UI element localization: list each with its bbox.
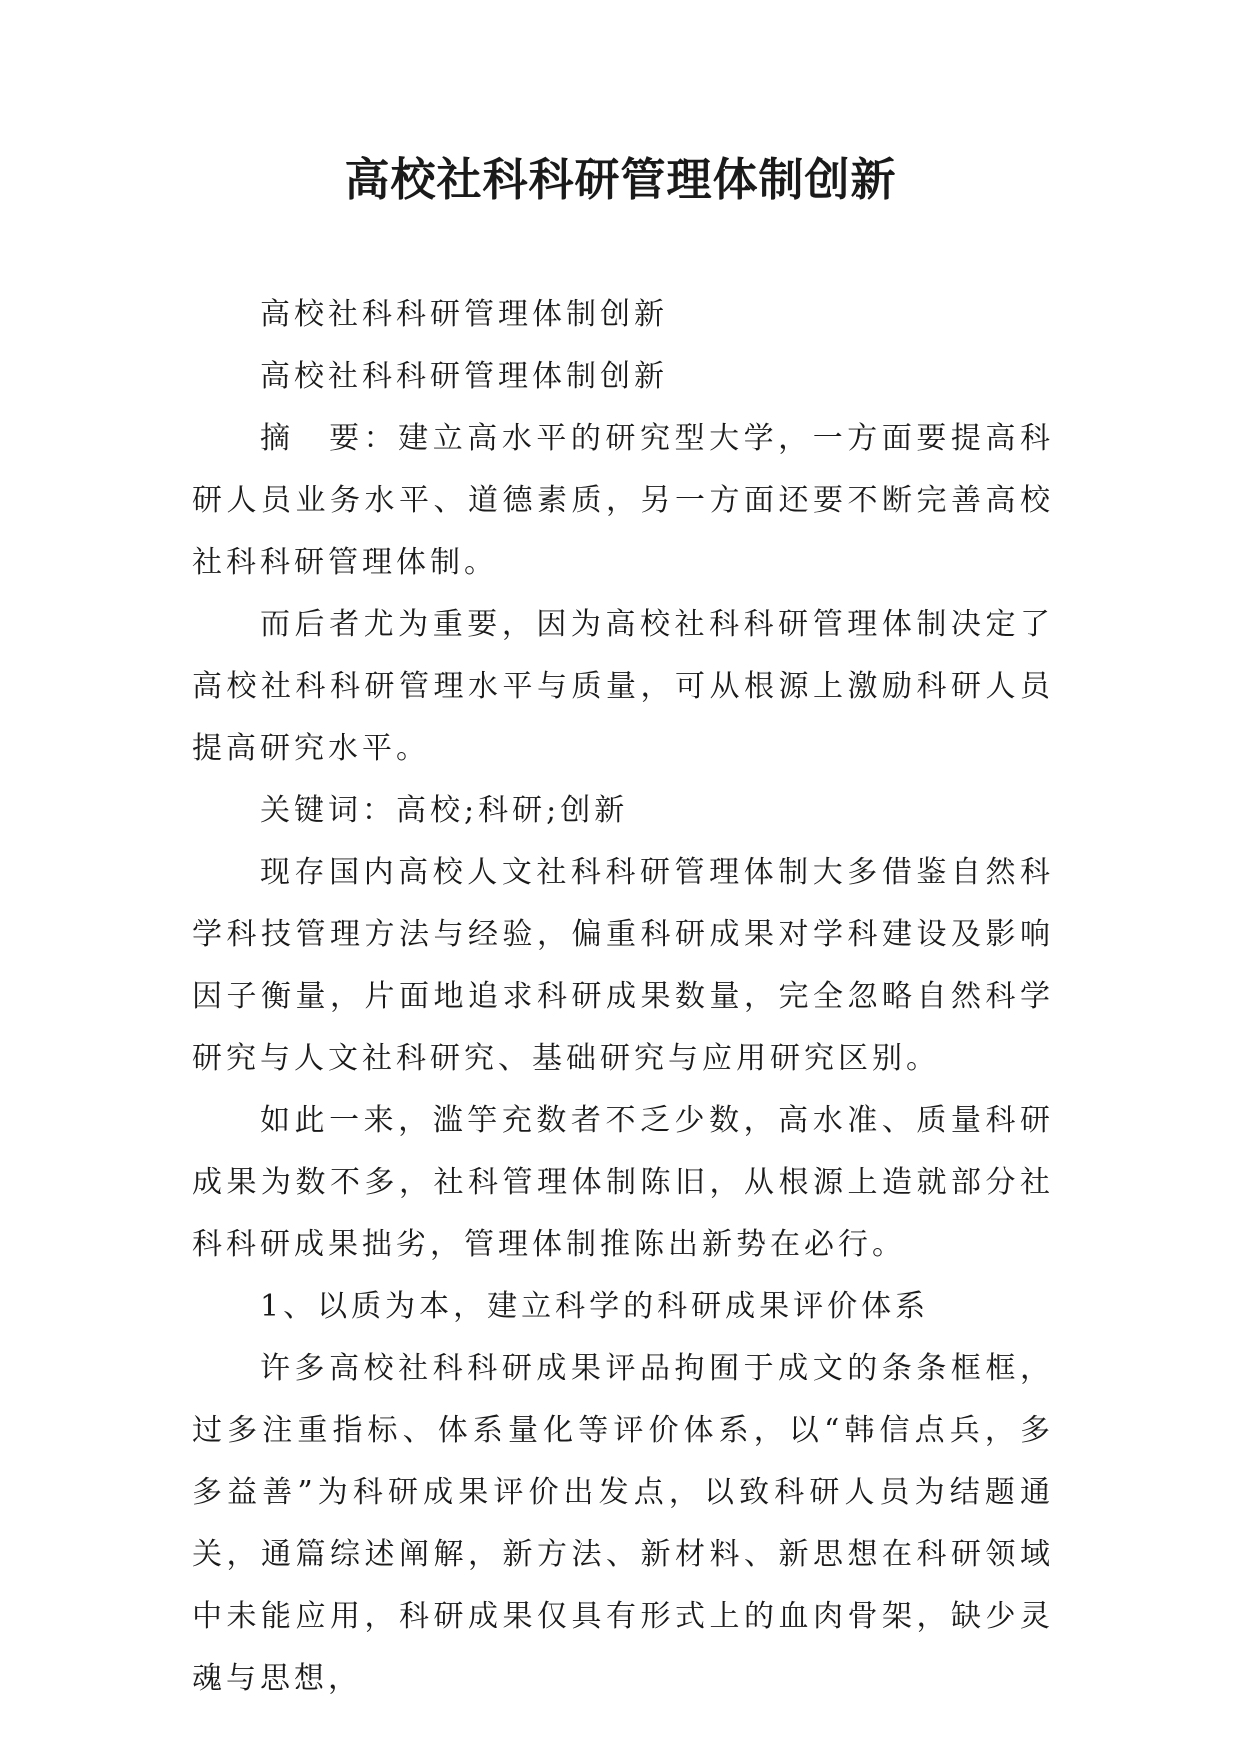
paragraph-abstract: 摘 要：建立高水平的研究型大学，一方面要提高科研人员业务水平、道德素质，另一方面还要不断完善高校社科科研管理体制。	[192, 421, 1054, 580]
paragraph-subtitle: 高校社科科研管理体制创新	[260, 297, 668, 332]
document-title: 高校社科科研管理体制创新	[344, 153, 897, 206]
paragraph-body: 许多高校社科科研成果评品拘囿于成文的条条框框，过多注重指标、体系量化等评价体系，以“韩信点兵，多多益善”为科研成果评价出发点，以致科研人员为结题通关，通篇综述阐解，新方法、新材料、新思想在科研领域中未能应用，科研成果仅具有形式上的血肉骨架，缺少灵魂与思想，	[192, 1351, 1054, 1696]
paragraph-subtitle-repeat: 高校社科科研管理体制创新	[260, 359, 668, 394]
section-heading: 1、以质为本，建立科学的科研成果评价体系	[260, 1289, 930, 1324]
paragraph-keywords: 关键词：高校;科研;创新	[260, 793, 629, 828]
paragraph-abstract-continued: 而后者尤为重要，因为高校社科科研管理体制决定了高校社科科研管理水平与质量，可从根源上激励科研人员提高研究水平。	[192, 607, 1054, 766]
paragraph-body: 如此一来，滥竽充数者不乏少数，高水准、质量科研成果为数不多，社科管理体制陈旧，从根源上造就部分社科科研成果拙劣，管理体制推陈出新势在必行。	[192, 1103, 1054, 1262]
document-body	[192, 284, 1054, 1710]
paragraph-body: 现存国内高校人文社科科研管理体制大多借鉴自然科学科技管理方法与经验，偏重科研成果对学科建设及影响因子衡量，片面地追求科研成果数量，完全忽略自然科学研究与人文社科研究、基础研究与应用研究区别。	[192, 855, 1054, 1076]
